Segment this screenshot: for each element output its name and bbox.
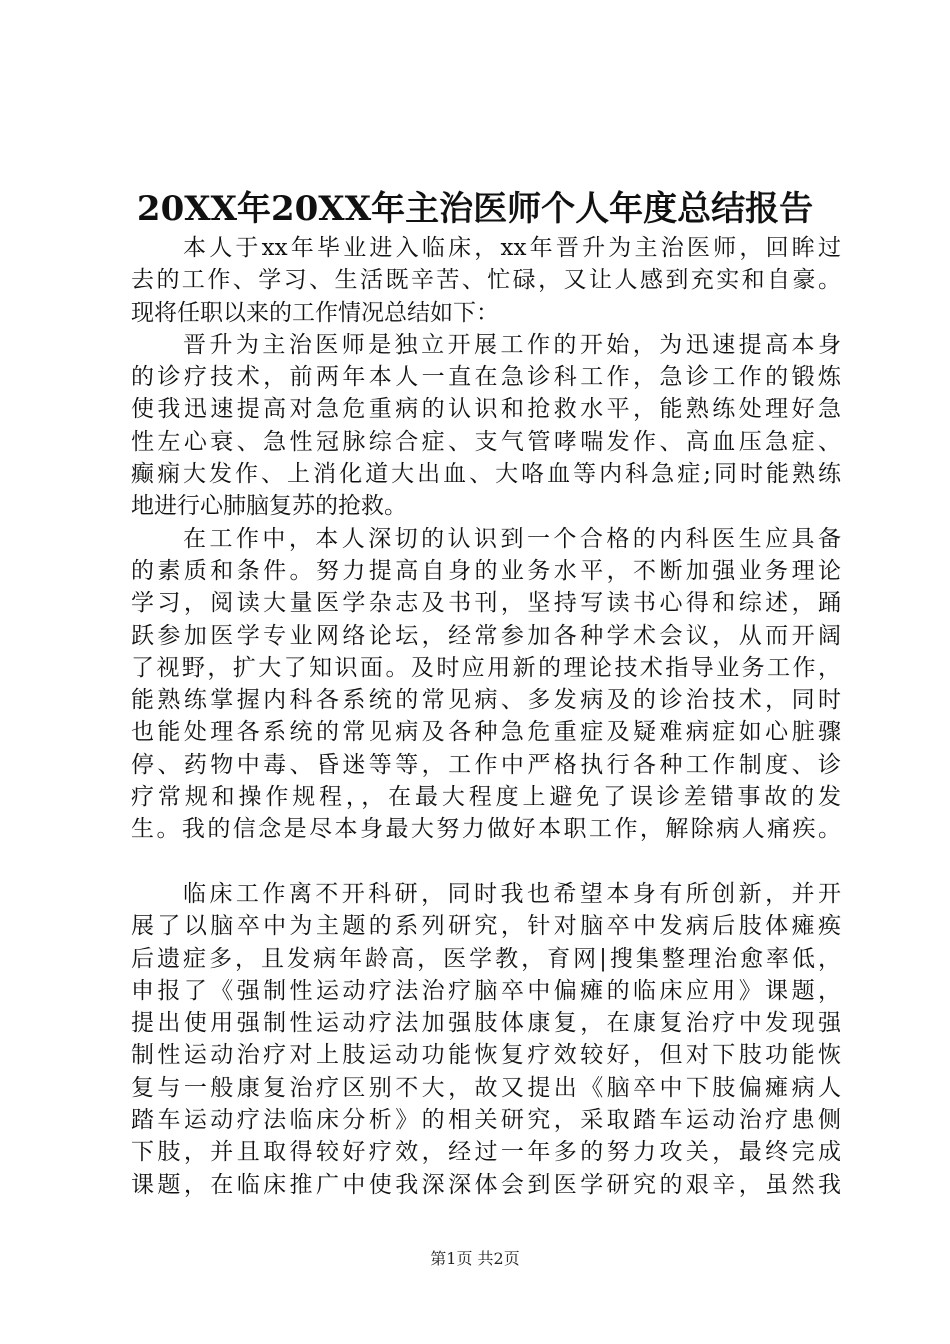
- paragraph-1-line-2: 去的工作、学习、生活既辛苦、忙碌，又让人感到充实和自豪。: [131, 267, 841, 294]
- paragraph-4-line-9: 下肢，并且取得较好疗效，经过一年多的努力攻关，最终完成: [131, 1139, 841, 1166]
- paragraph-2-line-6: 地进行心肺脑复苏的抢救。: [131, 493, 407, 520]
- paragraph-2-line-1: 晋升为主治医师是独立开展工作的开始，为迅速提高本身: [183, 331, 841, 358]
- paragraph-4-line-1: 临床工作离不开科研，同时我也希望本身有所创新，并开: [183, 880, 841, 907]
- paragraph-4-line-5: 提出使用强制性运动疗法加强肢体康复，在康复治疗中发现强: [131, 1010, 841, 1037]
- paragraph-1-line-3: 现将任职以来的工作情况总结如下：: [131, 299, 499, 326]
- paragraph-3-line-7: 也能处理各系统的常见病及各种急危重症及疑难病症如心脏骤: [131, 719, 841, 746]
- paragraph-4-line-6: 制性运动治疗对上肢运动功能恢复疗效较好，但对下肢功能恢: [131, 1042, 841, 1069]
- paragraph-4-line-10: 课题，在临床推广中使我深深体会到医学研究的艰辛，虽然我: [131, 1171, 841, 1198]
- paragraph-3-line-5: 了视野，扩大了知识面。及时应用新的理论技术指导业务工作，: [131, 654, 841, 681]
- paragraph-3-line-6: 能熟练掌握内科各系统的常见病、多发病及的诊治技术，同时: [131, 687, 841, 714]
- paragraph-2-line-5: 癫痫大发作、上消化道大出血、大咯血等内科急症;同时能熟练: [131, 461, 841, 488]
- paragraph-3-line-2: 的素质和条件。努力提高自身的业务水平，不断加强业务理论: [131, 557, 841, 584]
- page-number-footer: 第1页 共2页: [430, 1249, 520, 1268]
- paragraph-1-line-1: 本人于xx年毕业进入临床，xx年晋升为主治医师，回眸过: [183, 235, 841, 261]
- paragraph-4-line-4: 申报了《强制性运动疗法治疗脑卒中偏瘫的临床应用》课题，: [131, 977, 841, 1004]
- paragraph-2-line-2: 的诊疗技术，前两年本人一直在急诊科工作，急诊工作的锻炼: [131, 364, 841, 391]
- paragraph-2-line-4: 性左心衰、急性冠脉综合症、支气管哮喘发作、高血压急症、: [131, 428, 841, 455]
- document-title: 20XX年20XX年主治医师个人年度总结报告: [136, 189, 814, 229]
- paragraph-3-line-3: 学习，阅读大量医学杂志及书刊，坚持写读书心得和综述，踊: [131, 590, 841, 617]
- paragraph-3-line-10: 生。我的信念是尽本身最大努力做好本职工作，解除病人痛疾。: [131, 816, 841, 843]
- document-body: [131, 232, 841, 1201]
- paragraph-4-line-8: 踏车运动疗法临床分析》的相关研究，采取踏车运动治疗患侧: [131, 1107, 841, 1134]
- paragraph-3-line-1: 在工作中，本人深切的认识到一个合格的内科医生应具备: [183, 525, 841, 552]
- paragraph-4-line-3: 后遗症多，且发病年龄高，医学教，育网|搜集整理治愈率低，: [131, 945, 841, 972]
- paragraph-4-line-7: 复与一般康复治疗区别不大，故又提出《脑卒中下肢偏瘫病人: [131, 1074, 841, 1101]
- paragraph-3-line-8: 停、药物中毒、昏迷等等，工作中严格执行各种工作制度、诊: [131, 751, 841, 778]
- paragraph-3-line-9: 疗常规和操作规程，，在最大程度上避免了误诊差错事故的发: [131, 784, 841, 811]
- paragraph-4-line-2: 展了以脑卒中为主题的系列研究，针对脑卒中发病后肢体瘫痪: [131, 913, 841, 940]
- paragraph-3-line-4: 跃参加医学专业网络论坛，经常参加各种学术会议，从而开阔: [131, 622, 841, 649]
- paragraph-2-line-3: 使我迅速提高对急危重病的认识和抢救水平，能熟练处理好急: [131, 396, 841, 423]
- paragraph-spacer: [131, 846, 841, 878]
